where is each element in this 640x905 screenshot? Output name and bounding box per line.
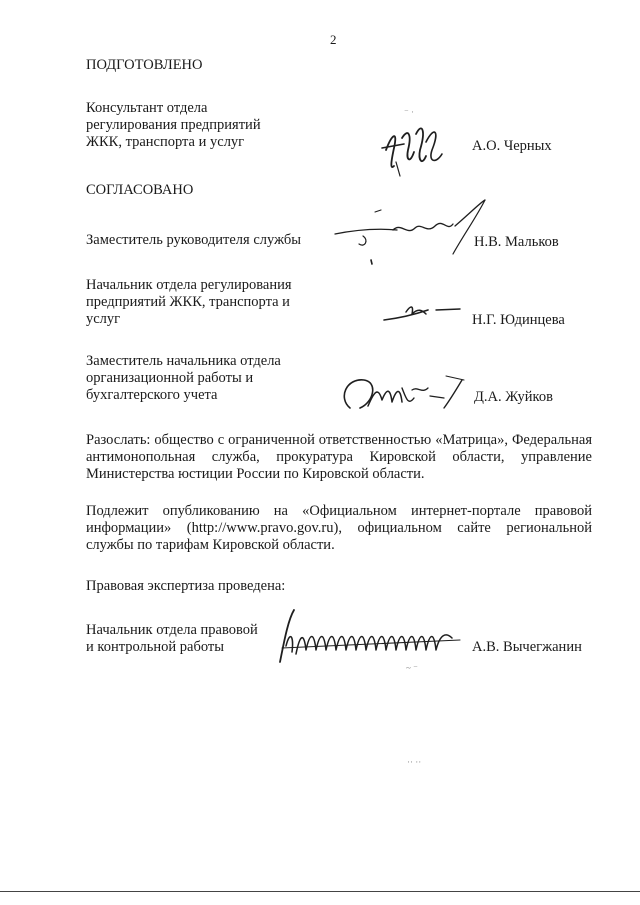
scan-speck: ⁻ · [404,107,414,117]
signature-malkov [335,196,490,266]
prepared-heading: ПОДГОТОВЛЕНО [86,57,203,73]
scan-speck: ·· ·· [407,757,422,767]
legal-review-position: Начальник отдела правовой и контрольной работы [86,622,258,655]
signer-position-malkov: Заместитель руководителя службы [86,232,302,248]
signer-position-zhuikov: Заместитель начальника отдела организационной работы и бухгалтерского учета [86,353,281,403]
signer-name-yudintseva: Н.Г. Юдинцева [472,312,565,328]
legal-review-heading: Правовая экспертиза проведена: [86,578,286,594]
publication-paragraph: Подлежит опубликованию на «Официальном интернет-портале правовой информации» (http://www.pravo.gov.ru), официальном сайте региональной службы по тарифам Кировской области. [86,503,592,553]
signature-zhuikov [338,368,468,418]
signature-yudintseva [384,298,464,328]
bottom-edge-line [0,891,640,892]
legal-review-name: А.В. Вычегжанин [472,639,582,655]
signer-position-yudintseva: Начальник отдела регулирования предприятий ЖКК, транспорта и услуг [86,277,292,327]
signer-name-zhuikov: Д.А. Жуйков [474,389,553,405]
signature-vychegzhanin [270,606,470,666]
page-number: 2 [330,32,337,47]
prepared-name: А.О. Черных [472,138,552,154]
agreed-heading: СОГЛАСОВАНО [86,182,194,198]
prepared-position: Консультант отдела регулирования предприятий ЖКК, транспорта и услуг [86,100,261,150]
signer-name-malkov: Н.В. Мальков [474,234,559,250]
signature-chernykh [378,120,468,180]
scan-speck: ~ ⁻ [406,663,418,673]
distribution-paragraph: Разослать: общество с ограниченной ответственностью «Матрица», Федеральная антимонопольная служба, прокуратура Кировской области, управление Министерства юстиции России по Кировской области. [86,432,592,482]
